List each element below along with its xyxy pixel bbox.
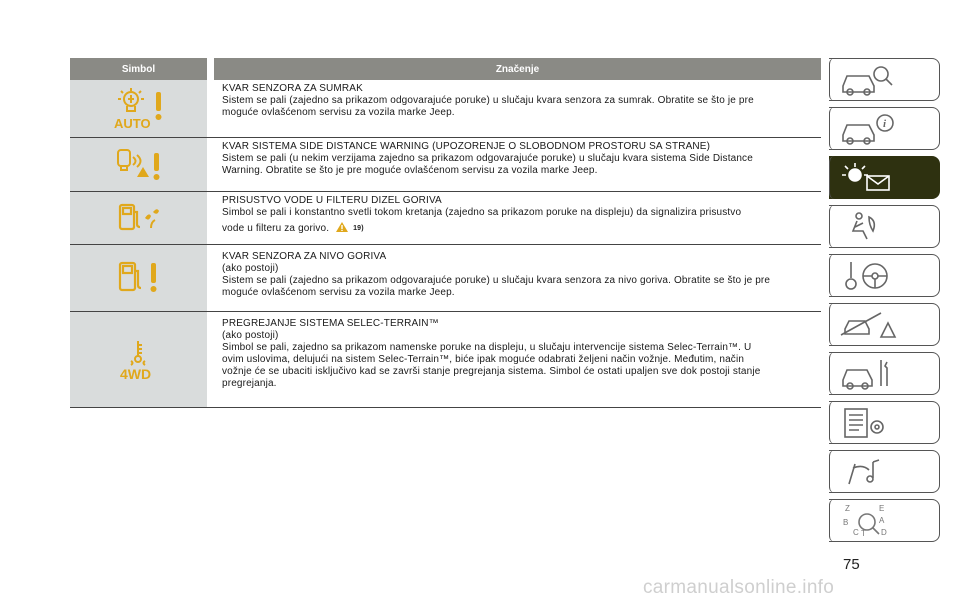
tab-technical-data[interactable] xyxy=(829,401,940,444)
header-meaning: Značenje xyxy=(495,63,540,75)
side-distance-warning-fault-icon xyxy=(70,138,207,191)
key-steering-wheel-icon xyxy=(839,258,899,294)
car-road-warning-icon xyxy=(839,307,899,343)
row-title: KVAR SENZORA ZA SUMRAK xyxy=(222,83,363,94)
table-row xyxy=(70,80,821,138)
tab-emergency[interactable] xyxy=(829,303,940,346)
table-row xyxy=(70,312,821,408)
car-info-icon xyxy=(839,111,899,147)
warning-light-message-icon xyxy=(839,160,899,196)
tab-getting-to-know-vehicle[interactable] xyxy=(829,58,940,101)
car-magnifier-icon xyxy=(839,62,899,98)
page-number: 75 xyxy=(843,556,860,573)
checklist-gear-icon xyxy=(839,405,899,441)
row-description: PRISUSTVO VODE U FILTERU DIZEL GORIVA Simbol se pali i konstantno svetli tokom kretanja (zajedno sa prikazom poruke na displeju) da signalizira prisustvo vode u filteru za gorivo. 19) xyxy=(207,192,821,244)
tab-warning-lights[interactable] xyxy=(829,156,940,199)
row-description: KVAR SENZORA ZA SUMRAK Sistem se pali (zajedno sa prikazom odgovarajuće poruke) u slučaju kvara senzora za sumrak. Obratite se što je pre moguće ovlašćenom servisu za vozila marke Jeep. xyxy=(207,80,821,137)
tab-safety[interactable] xyxy=(829,205,940,248)
table-row xyxy=(70,138,821,192)
water-in-diesel-filter-icon xyxy=(70,192,207,244)
fuel-level-sensor-fault-icon xyxy=(70,245,207,311)
row-title: KVAR SENZORA ZA NIVO GORIVA xyxy=(222,251,387,262)
svg-text:Z: Z xyxy=(845,504,850,513)
row-title: KVAR SISTEMA SIDE DISTANCE WARNING (UPOZORENJE O SLOBODNOM PROSTORU SA STRANE) xyxy=(222,141,711,152)
table-row xyxy=(70,245,821,312)
tab-multimedia[interactable] xyxy=(829,450,940,493)
warning-triangle-icon xyxy=(335,221,349,233)
selec-terrain-overheat-4wd-icon xyxy=(70,312,207,407)
row-title: PREGREJANJE SISTEMA SELEC-TERRAIN™ xyxy=(222,318,439,329)
svg-text:T: T xyxy=(861,529,866,538)
footnote-ref: 19) xyxy=(353,225,364,232)
twilight-sensor-auto-warning-icon xyxy=(70,80,207,137)
row-description: KVAR SISTEMA SIDE DISTANCE WARNING (UPOZORENJE O SLOBODNOM PROSTORU SA STRANE) Sistem se pali (u nekim verzijama zajedno sa prikazom odgovarajuće poruke) u slučaju kvara sistema Side Distance Warning. Obratite se što je pre moguće ovlašćenom servisu za vozila marke Jeep. xyxy=(207,138,821,191)
auto-label: AUTO xyxy=(113,115,151,131)
row-description: KVAR SENZORA ZA NIVO GORIVA (ako postoji) Sistem se pali (zajedno sa prikazom odgovarajuće poruke) u slučaju kvara senzora za nivo goriva. Obratite se što je pre moguće ovlašćenom servisu za vozila marke Jeep. xyxy=(207,245,821,311)
tab-starting-driving[interactable] xyxy=(829,254,940,297)
svg-text:i: i xyxy=(883,118,887,130)
svg-text:D: D xyxy=(881,528,887,537)
svg-text:C: C xyxy=(853,528,859,537)
chapter-tabs xyxy=(829,58,940,548)
4wd-label: 4WD xyxy=(119,365,151,382)
svg-text:B: B xyxy=(843,518,849,527)
multimedia-music-icon xyxy=(839,454,899,490)
tab-servicing[interactable] xyxy=(829,352,940,395)
svg-text:E: E xyxy=(879,504,885,513)
warning-lights-table xyxy=(70,58,821,408)
row-title: PRISUSTVO VODE U FILTERU DIZEL GORIVA xyxy=(222,195,442,206)
seat-airbag-icon xyxy=(839,209,899,245)
watermark: carmanualsonline.info xyxy=(643,577,835,598)
svg-text:A: A xyxy=(879,516,885,525)
tab-index[interactable] xyxy=(829,499,940,542)
car-tools-icon xyxy=(839,356,899,392)
table-header xyxy=(70,58,821,80)
alphabetical-index-icon xyxy=(839,503,899,539)
row-description: PREGREJANJE SISTEMA SELEC-TERRAIN™ (ako postoji) Simbol se pali, zajedno sa prikazom namenske poruke na displeju, u slučaju intervencije sistema Selec-Terrain™. U ovim uslovima, delujući na sistem Selec-Terrain™, biće ipak moguće odabrati željeni način vožnje. Međutim, način vožnje će se ubaciti isključivo kad se završi stanje pregrejanja sistema. Simbol će ostati upaljen sve dok postoji stanje pregrejanja. xyxy=(207,312,821,407)
header-symbol: Simbol xyxy=(121,63,156,75)
tab-vehicle-info[interactable] xyxy=(829,107,940,150)
table-row xyxy=(70,192,821,245)
